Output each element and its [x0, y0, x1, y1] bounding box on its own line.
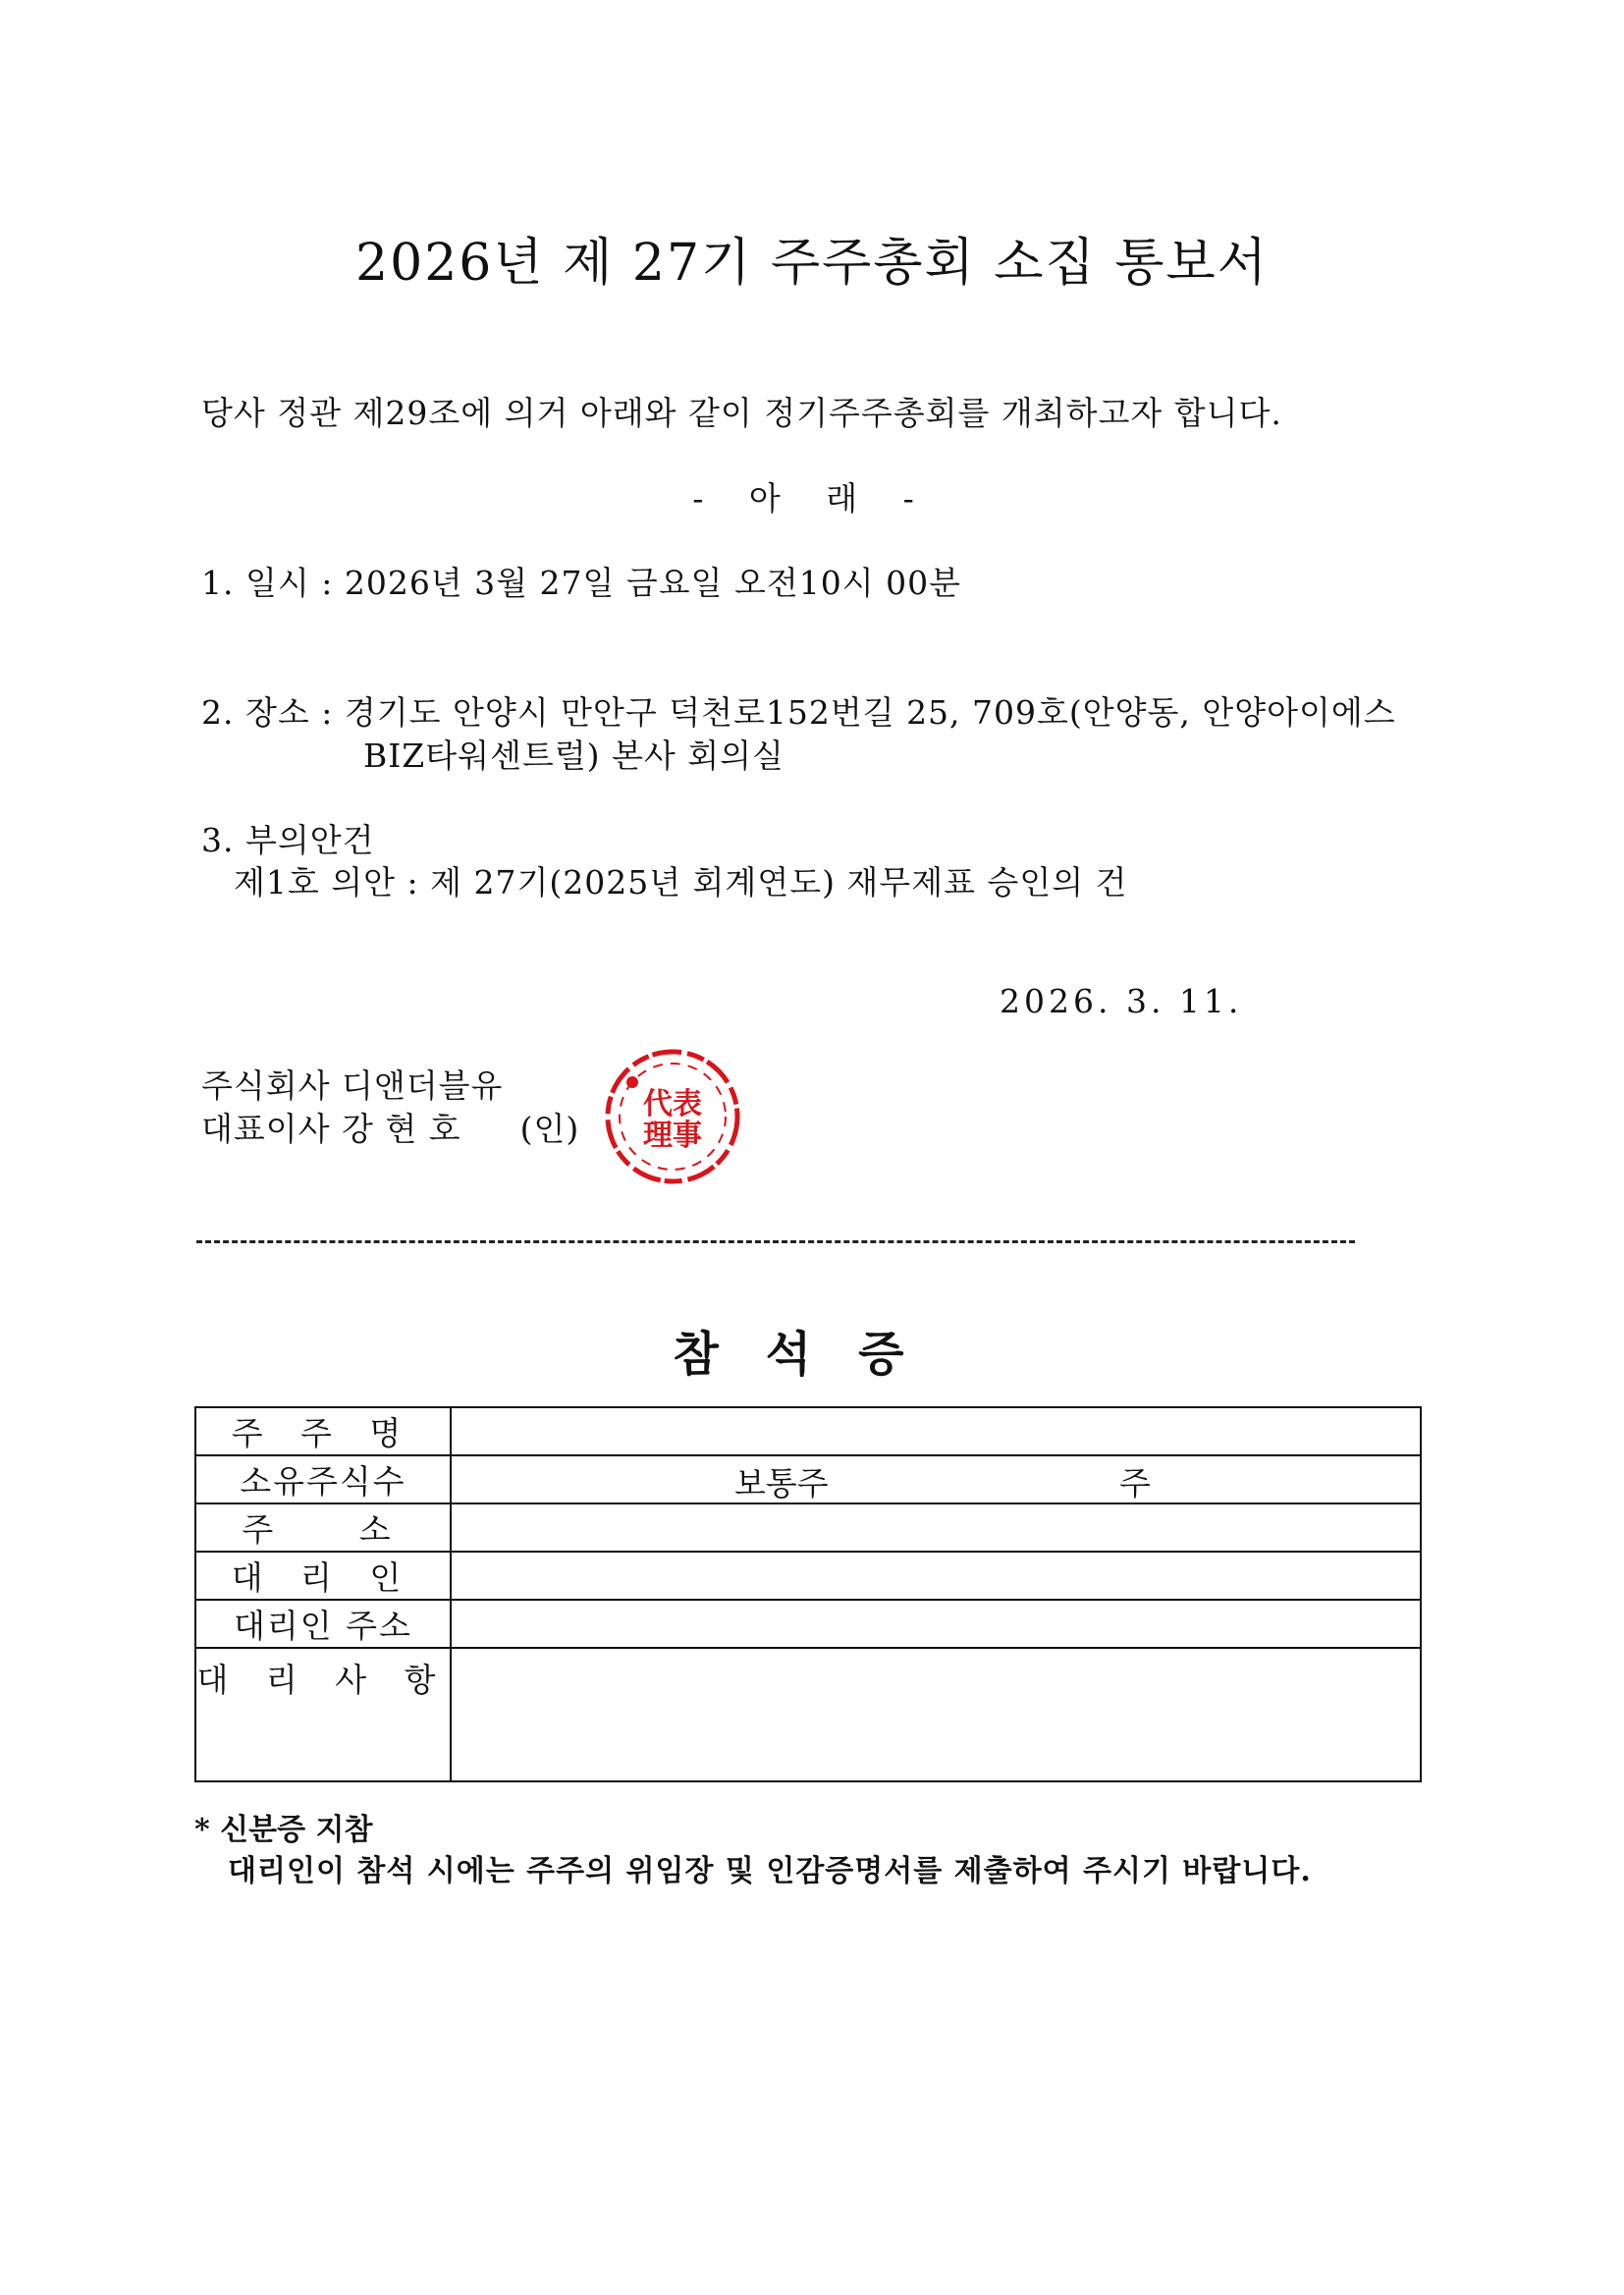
document-title: 2026년 제 27기 주주총회 소집 통보서 [355, 234, 1269, 293]
attendance-card-title: 참석증 [673, 1327, 951, 1382]
seal-mark-label: (인) [519, 1110, 580, 1148]
cut-line-divider [196, 1240, 1355, 1243]
shareholder-name-label: 주 주 명 [195, 1407, 451, 1455]
intro-paragraph: 당사 정관 제29조에 의거 아래와 같이 정기주주총회를 개최하고자 합니다. [201, 394, 1282, 432]
table-row [195, 1552, 1421, 1600]
svg-text:代表: 代表 [643, 1087, 702, 1121]
table-row [195, 1407, 1421, 1455]
id-required-note: * 신분증 지참 [194, 1813, 373, 1847]
address-field[interactable] [451, 1503, 1421, 1552]
notice-date: 2026. 3. 11. [1000, 982, 1243, 1020]
company-seal-stamp [599, 1043, 746, 1190]
proxy-address-field[interactable] [451, 1600, 1421, 1648]
proxy-address-label: 대리인 주소 [195, 1600, 451, 1648]
ceo-signature-line [201, 1104, 579, 1150]
meeting-location-line1: 2. 장소 : 경기도 안양시 만안구 덕천로152번길 25, 709호(안양동, 안양아이에스 [201, 693, 1396, 732]
shareholder-name-field[interactable] [451, 1407, 1421, 1455]
agenda-item-1: 제1호 의안 : 제 27기(2025년 회계연도) 재무제표 승인의 건 [234, 863, 1128, 902]
svg-text:理事: 理事 [643, 1119, 702, 1153]
agenda-heading: 3. 부의안건 [201, 821, 375, 859]
attendance-form-table [194, 1406, 1422, 1782]
address-label: 주 소 [195, 1503, 451, 1552]
share-unit-label: 주 [1119, 1464, 1151, 1503]
common-stock-label: 보통주 [734, 1464, 829, 1503]
shares-owned-label: 소유주식수 [195, 1455, 451, 1503]
table-row [195, 1600, 1421, 1648]
shares-owned-field[interactable] [451, 1455, 1421, 1503]
section-divider-label: - 아 래 - [692, 479, 932, 518]
proxy-matters-field[interactable] [451, 1648, 1421, 1781]
table-row [195, 1648, 1421, 1781]
table-row [195, 1503, 1421, 1552]
proxy-field[interactable] [451, 1552, 1421, 1600]
ceo-title: 대표이사 강 현 호 [201, 1110, 461, 1148]
proxy-label: 대 리 인 [195, 1552, 451, 1600]
proxy-matters-label: 대 리 사 항 [195, 1648, 451, 1781]
meeting-location-line2: BIZ타워센트럴) 본사 회의실 [363, 737, 785, 775]
meeting-datetime: 1. 일시 : 2026년 3월 27일 금요일 오전10시 00분 [201, 564, 962, 602]
table-row [195, 1455, 1421, 1503]
company-name: 주식회사 디앤더블유 [201, 1066, 504, 1105]
proxy-documents-note: 대리인이 참석 시에는 주주의 위임장 및 인감증명서를 제출하여 주시기 바랍니다. [228, 1854, 1312, 1888]
